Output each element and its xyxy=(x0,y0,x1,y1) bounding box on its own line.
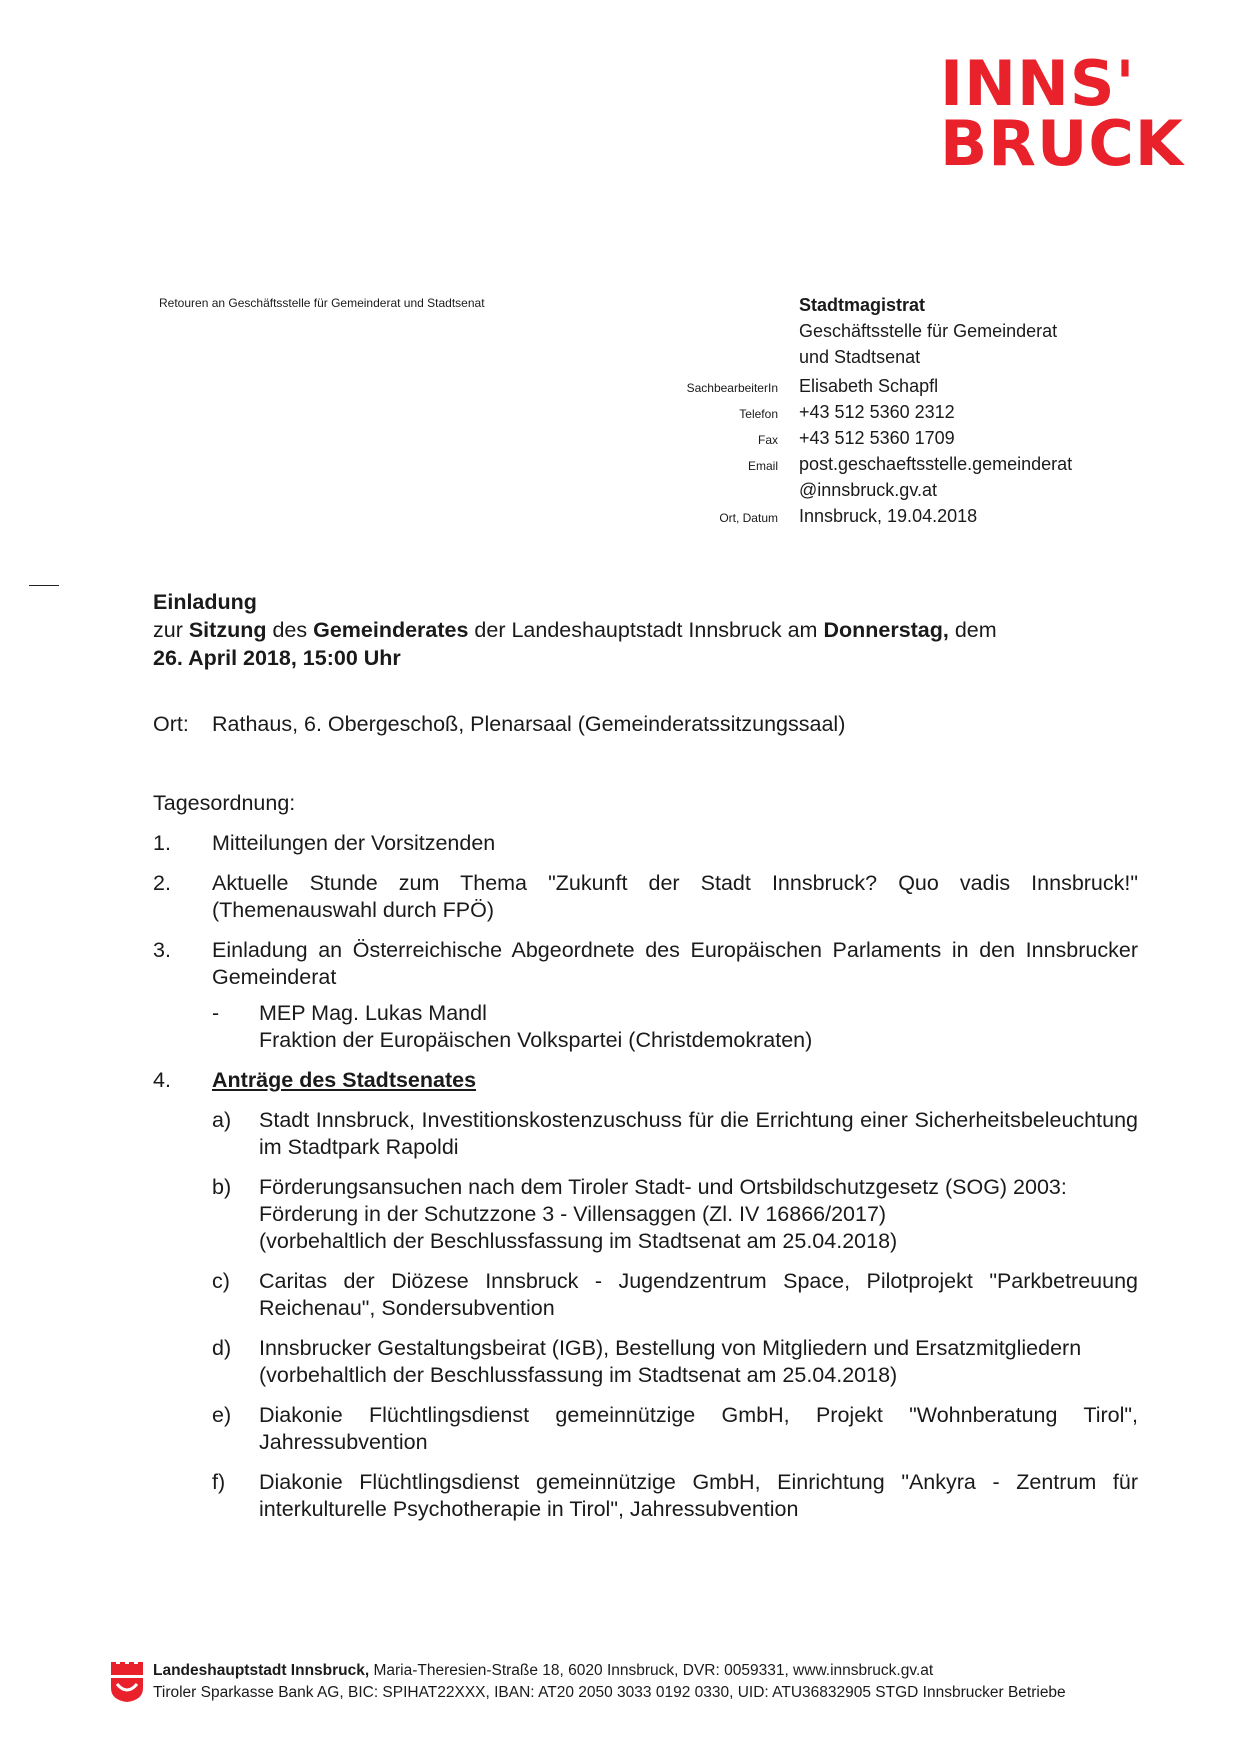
phone-label: Telefon xyxy=(739,407,778,421)
agenda-item-4e: e) Diakonie Flüchtlingsdienst gemeinnützige GmbH, Projekt "Wohnberatung Tirol", Jahressubvention xyxy=(212,1403,1138,1454)
location-value: Rathaus, 6. Obergeschoß, Plenarsaal (Gemeinderatssitzungssaal) xyxy=(212,712,846,736)
fax-value: +43 512 5360 1709 xyxy=(799,428,955,448)
invitation-text: zur Sitzung des Gemeinderates der Landeshauptstadt Innsbruck am Donnerstag, dem xyxy=(153,618,997,642)
agenda-item-3: 3. Einladung an Österreichische Abgeordnete des Europäischen Parlaments in den Innsbrucker Gemeinderat xyxy=(153,938,1138,989)
email-label: Email xyxy=(747,459,778,473)
email-value-line-2: @innsbruck.gv.at xyxy=(799,480,937,500)
agenda-title: Tagesordnung: xyxy=(153,791,296,815)
agenda-item-4d: d) Innsbrucker Gestaltungsbeirat (IGB), Bestellung von Mitgliedern und Ersatzmitgliedern (vorbehaltlich der Beschlussfassung im Stadtsenat am 25.04.2018) xyxy=(212,1336,1082,1387)
location xyxy=(153,712,845,737)
agenda-item-4c: c) Caritas der Diözese Innsbruck - Jugendzentrum Space, Pilotprojekt "Parkbetreuung Reichenau", Sondersubvention xyxy=(212,1269,1138,1320)
email-value-line-1: post.geschaeftsstelle.gemeinderat xyxy=(799,454,1073,474)
logo-line-2: BRUCK xyxy=(940,107,1184,180)
return-address: Retouren an Geschäftsstelle für Gemeinderat und Stadtsenat xyxy=(159,296,485,310)
coat-of-arms-icon xyxy=(110,1662,144,1702)
agenda-item-4f: f) Diakonie Flüchtlingsdienst gemeinnützige GmbH, Einrichtung "Ankyra - Zentrum für interkulturelle Psychotherapie in Tirol", Jahressubvention xyxy=(212,1470,1138,1521)
innsbruck-logo xyxy=(940,47,1184,180)
sender-dept-line-1: Geschäftsstelle für Gemeinderat xyxy=(799,321,1058,341)
fax-label: Fax xyxy=(757,433,778,447)
sender-block xyxy=(580,292,1180,529)
footer-line-2: Tiroler Sparkasse Bank AG, BIC: SPIHAT22XXX, IBAN: AT20 2050 3033 0192 0330, UID: ATU36832905 STGD Innsbrucker Betriebe xyxy=(153,1684,1066,1701)
sender-dept-line-2: und Stadtsenat xyxy=(799,347,921,367)
agenda-item-4-title: Anträge des Stadtsenates xyxy=(212,1068,477,1092)
logo-line-1: INNS' xyxy=(940,47,1136,120)
agenda xyxy=(153,790,1138,1523)
fold-mark xyxy=(29,585,59,586)
clerk-label: SachbearbeiterIn xyxy=(686,381,778,395)
sender-org: Stadtmagistrat xyxy=(799,295,926,315)
footer-line-1: Landeshauptstadt Innsbruck, Maria-Theresien-Straße 18, 6020 Innsbruck, DVR: 0059331, www.innsbruck.gv.at xyxy=(153,1662,934,1679)
invitation-title: Einladung xyxy=(153,590,257,614)
agenda-item-3-sub: - MEP Mag. Lukas Mandl Fraktion der Europäischen Volkspartei (Christdemokraten) xyxy=(212,1001,813,1052)
agenda-item-4: 4. Anträge des Stadtsenates xyxy=(153,1068,477,1092)
location-label: Ort: xyxy=(153,712,189,736)
date-value: Innsbruck, 19.04.2018 xyxy=(799,506,978,526)
agenda-item-4b: b) Förderungsansuchen nach dem Tiroler Stadt- und Ortsbildschutzgesetz (SOG) 2003: Förderung in der Schutzzone 3 - Villensaggen (Zl. IV 16866/2017) (vorbehaltlich der Beschlussfassung im Stadtsenat am 25.04.2018) xyxy=(212,1175,1067,1253)
invitation-heading xyxy=(153,588,1103,672)
clerk-name: Elisabeth Schapfl xyxy=(799,376,939,396)
agenda-item-2: 2. Aktuelle Stunde zum Thema "Zukunft der Stadt Innsbruck? Quo vadis Innsbruck!" (Themenauswahl durch FPÖ) xyxy=(153,871,1138,922)
agenda-item-4a: a) Stadt Innsbruck, Investitionskostenzuschuss für die Errichtung einer Sicherheitsbeleuchtung im Stadtpark Rapoldi xyxy=(212,1108,1138,1159)
agenda-item-1: 1. Mitteilungen der Vorsitzenden xyxy=(153,831,496,855)
invitation-datetime: 26. April 2018, 15:00 Uhr xyxy=(153,646,401,670)
phone-value: +43 512 5360 2312 xyxy=(799,402,955,422)
date-label: Ort, Datum xyxy=(719,511,778,525)
